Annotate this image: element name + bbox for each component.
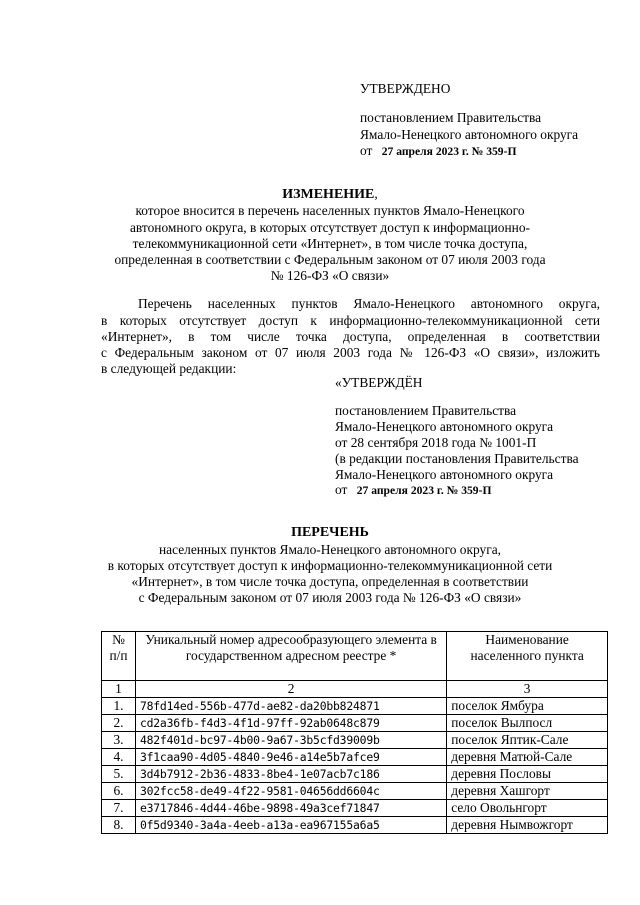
- row-address-id: 78fd14ed-556b-477d-ae82-da20bb824871: [135, 698, 446, 715]
- row-number: 6.: [102, 783, 136, 800]
- approval-line-2: Ямало-Ненецкого автономного округа: [360, 127, 579, 142]
- approved2-line-2: Ямало-Ненецкого автономного округа: [335, 419, 554, 434]
- approval-line-1: постановлением Правительства: [360, 110, 542, 125]
- approved2-heading: «УТВЕРЖДЁН: [335, 375, 423, 390]
- change-subtitle-3: телекоммуникационной сети «Интернет», в том числе точка доступа,: [132, 236, 528, 251]
- index-cell: 1: [102, 681, 136, 698]
- header-name: Наименование населенного пункта: [447, 632, 608, 681]
- change-subtitle-2: автономного округа, в которых отсутствует доступ к информационно-: [129, 220, 530, 235]
- approved2-date-line: [335, 481, 491, 499]
- table-row: [102, 766, 608, 783]
- table-row: [102, 698, 608, 715]
- index-cell: 2: [135, 681, 446, 698]
- header-id: Уникальный номер адресообразующего элемента в государственном адресном реестре *: [135, 632, 446, 681]
- change-subtitle-1: которое вносится в перечень населенных пунктов Ямало-Ненецкого: [135, 203, 525, 218]
- row-settlement-name: поселок Ямбура: [447, 698, 608, 715]
- table-header-row: [102, 632, 608, 681]
- body-line-4: с Федеральным законом от 07 июля 2003 года № 126-ФЗ «О связи», изложить: [101, 345, 600, 360]
- row-number: 1.: [102, 698, 136, 715]
- approved2-line-3: от 28 сентября 2018 года № 1001-П: [335, 435, 537, 450]
- settlements-table: [101, 631, 608, 834]
- row-address-id: 482f401d-bc97-4b00-9a67-3b5cfd39009b: [135, 732, 446, 749]
- approved2-line-1: постановлением Правительства: [335, 403, 517, 418]
- row-settlement-name: деревня Хашгорт: [447, 783, 608, 800]
- approval-heading: УТВЕРЖДЕНО: [360, 81, 451, 96]
- table-row: [102, 800, 608, 817]
- table-index-row: [102, 681, 608, 698]
- table-row: [102, 732, 608, 749]
- change-subtitle-4: определенная в соответствии с Федеральным законом от 07 июля 2003 года: [114, 252, 546, 267]
- list-subtitle-4: с Федеральным законом от 07 июля 2003 года № 126-ФЗ «О связи»: [138, 590, 522, 605]
- header-num: № п/п: [102, 632, 136, 681]
- approved2-stamp: 27 апреля 2023 г. № 359-П: [356, 484, 492, 497]
- row-number: 5.: [102, 766, 136, 783]
- list-subtitle-2: в которых отсутствует доступ к информационно-телекоммуникационной сети: [107, 558, 553, 573]
- table-row: [102, 749, 608, 766]
- row-address-id: 3d4b7912-2b36-4833-8be4-1e07acb7c186: [135, 766, 446, 783]
- row-settlement-name: деревня Нымвожгорт: [447, 817, 608, 834]
- table-row: [102, 715, 608, 732]
- change-title: ИЗМЕНЕНИЕ: [282, 187, 375, 202]
- row-address-id: cd2a36fb-f4d3-4f1d-97ff-92ab0648c879: [135, 715, 446, 732]
- approval-stamp: 27 апреля 2023 г. № 359-П: [381, 145, 517, 158]
- row-address-id: 0f5d9340-3a4a-4eeb-a13a-ea967155a6a5: [135, 817, 446, 834]
- row-settlement-name: деревня Пословы: [447, 766, 608, 783]
- row-address-id: 302fcc58-de49-4f22-9581-04656dd6604c: [135, 783, 446, 800]
- approval-from-prefix: от: [360, 143, 373, 158]
- row-number: 7.: [102, 800, 136, 817]
- body-line-3: «Интернет», в том числе точка доступа, определенная в соответствии: [101, 329, 600, 344]
- list-title: ПЕРЕЧЕНЬ: [291, 525, 369, 540]
- row-number: 3.: [102, 732, 136, 749]
- index-cell: 3: [447, 681, 608, 698]
- list-subtitle-1: населенных пунктов Ямало-Ненецкого автономного округа,: [158, 542, 502, 557]
- body-line-5: в следующей редакции:: [101, 361, 237, 376]
- approved2-line-5: Ямало-Ненецкого автономного округа: [335, 467, 554, 482]
- row-address-id: 3f1caa90-4d05-4840-9e46-a14e5b7afce9: [135, 749, 446, 766]
- change-title-suffix: ,: [374, 186, 378, 201]
- row-settlement-name: деревня Матюй-Сале: [447, 749, 608, 766]
- body-line-2: в которых отсутствует доступ к информационно-телекоммуникационной сети: [101, 313, 600, 328]
- row-number: 4.: [102, 749, 136, 766]
- list-subtitle-3: «Интернет», в том числе точка доступа, определенная в соответствии: [131, 574, 529, 589]
- row-number: 2.: [102, 715, 136, 732]
- change-title-line: [70, 185, 590, 203]
- change-subtitle-5: № 126-ФЗ «О связи»: [270, 268, 390, 283]
- approved2-line-4: (в редакции постановления Правительства: [335, 451, 579, 466]
- row-number: 8.: [102, 817, 136, 834]
- approved2-from-prefix: от: [335, 482, 348, 497]
- row-settlement-name: село Овольнгорт: [447, 800, 608, 817]
- table-row: [102, 817, 608, 834]
- body-line-1: Перечень населенных пунктов Ямало-Ненецкого автономного округа,: [138, 296, 600, 311]
- table-row: [102, 783, 608, 800]
- row-address-id: e3717846-4d44-46be-9898-49a3cef71847: [135, 800, 446, 817]
- row-settlement-name: поселок Яптик-Сале: [447, 732, 608, 749]
- approval-date-line: [360, 142, 516, 160]
- row-settlement-name: поселок Вылпосл: [447, 715, 608, 732]
